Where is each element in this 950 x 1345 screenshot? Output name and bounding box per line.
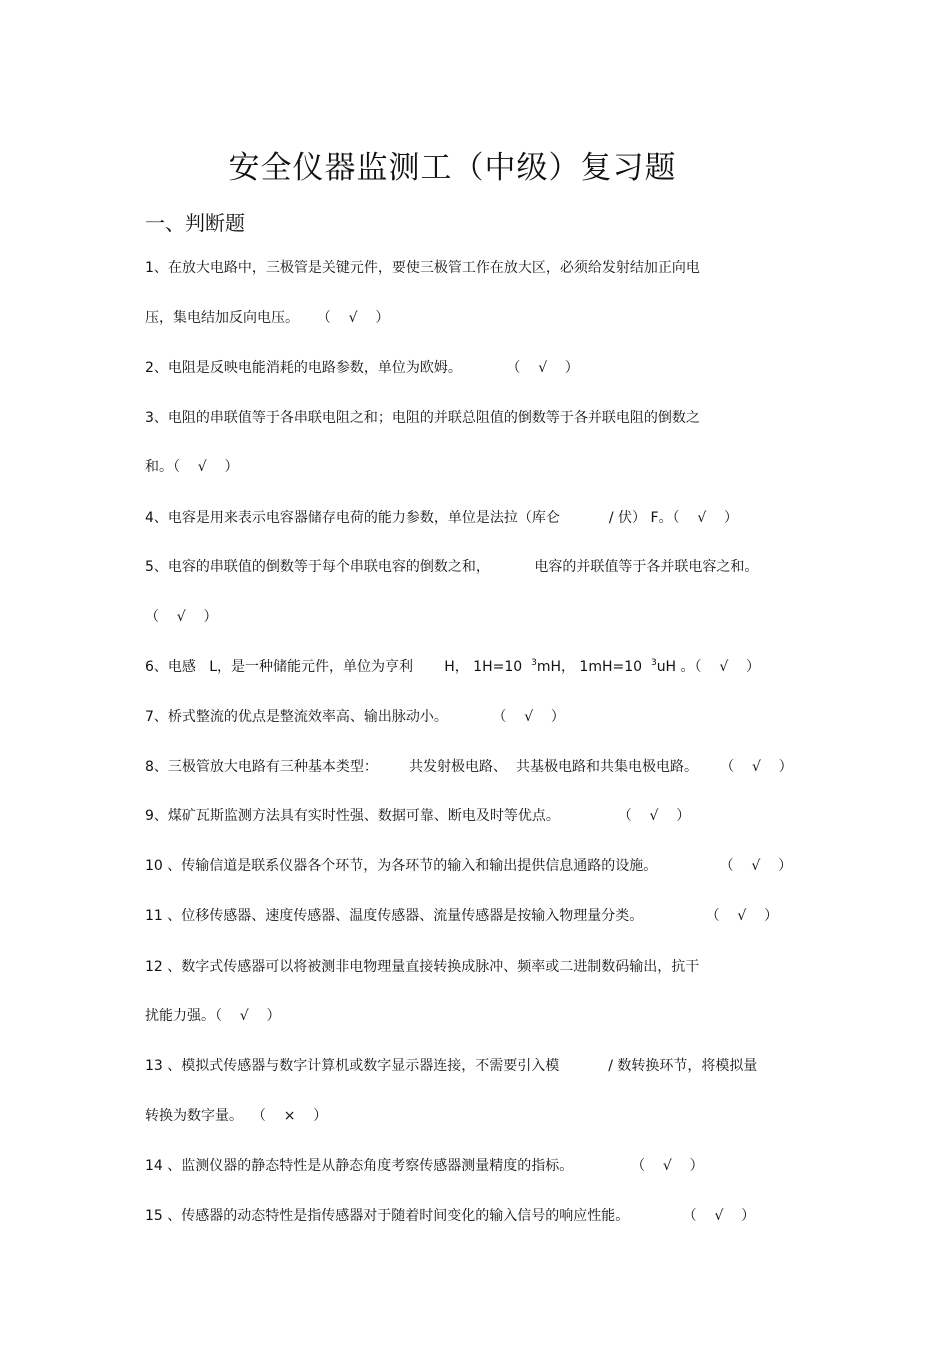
question-4: 4、电容是用来表示电容器储存电荷的能力参数，单位是法拉（库仑 / 伏） F。（ √ ）	[145, 510, 739, 526]
question-8: 8、三极管放大电路有三种基本类型： 共发射极电路、 共基极电路和共集电极电路。 （ √ ）	[145, 759, 793, 775]
question-7: 7、桥式整流的优点是整流效率高、输出脉动小。 （ √ ）	[145, 709, 565, 725]
question-1-line-2: 压，集电结加反向电压。 （ √ ）	[145, 310, 390, 326]
question-14: 14 、监测仪器的静态特性是从静态角度考察传感器测量精度的指标。 （ √ ）	[145, 1158, 704, 1174]
question-6	[145, 658, 760, 678]
question-12-line-1: 12 、数字式传感器可以将被测非电物理量直接转换成脉冲、频率或二进制数码输出，抗干	[145, 959, 700, 975]
page-title: 安全仪器监测工（中级）复习题	[228, 150, 677, 186]
question-6-exponent-2: 3	[650, 658, 657, 668]
section-heading: 一、判断题	[145, 211, 245, 235]
question-9: 9、煤矿瓦斯监测方法具有实时性强、数据可靠、断电及时等优点。 （ √ ）	[145, 808, 691, 824]
question-6-text-a: 6、电感 L，是一种储能元件，单位为亨利 H， 1H=10	[145, 659, 532, 675]
question-15: 15 、传感器的动态特性是指传感器对于随着时间变化的输入信号的响应性能。 （ √ ）	[145, 1208, 756, 1224]
question-10: 10 、传输信道是联系仪器各个环节，为各环节的输入和输出提供信息通路的设施。 （ √ ）	[145, 858, 793, 874]
question-6-text-b: mH， 1mH=10	[536, 659, 651, 675]
question-13-line-2: 转换为数字量。 （ × ）	[145, 1108, 328, 1124]
question-5-line-2: （ √ ）	[145, 609, 218, 625]
question-3-line-1: 3、电阻的串联值等于各串联电阻之和；电阻的并联总阻值的倒数等于各并联电阻的倒数之	[145, 410, 700, 426]
question-6-exponent-1: 3	[531, 658, 537, 668]
question-6-text-c: uH 。（ √ ）	[656, 659, 761, 675]
question-11: 11 、位移传感器、速度传感器、温度传感器、流量传感器是按输入物理量分类。 （ √ ）	[145, 908, 779, 924]
question-5-line-1: 5、电容的串联值的倒数等于每个串联电容的倒数之和， 电容的并联值等于各并联电容之和。	[145, 559, 759, 575]
question-2: 2、电阻是反映电能消耗的电路参数，单位为欧姆。 （ √ ）	[145, 360, 579, 376]
question-13-line-1: 13 、模拟式传感器与数字计算机或数字显示器连接，不需要引入模 / 数转换环节，将模拟量	[145, 1058, 758, 1074]
question-3-line-2: 和。（ √ ）	[145, 459, 239, 475]
question-1-line-1: 1、在放大电路中，三极管是关键元件，要使三极管工作在放大区，必须给发射结加正向电	[145, 260, 700, 276]
question-12-line-2: 扰能力强。（ √ ）	[145, 1008, 281, 1024]
